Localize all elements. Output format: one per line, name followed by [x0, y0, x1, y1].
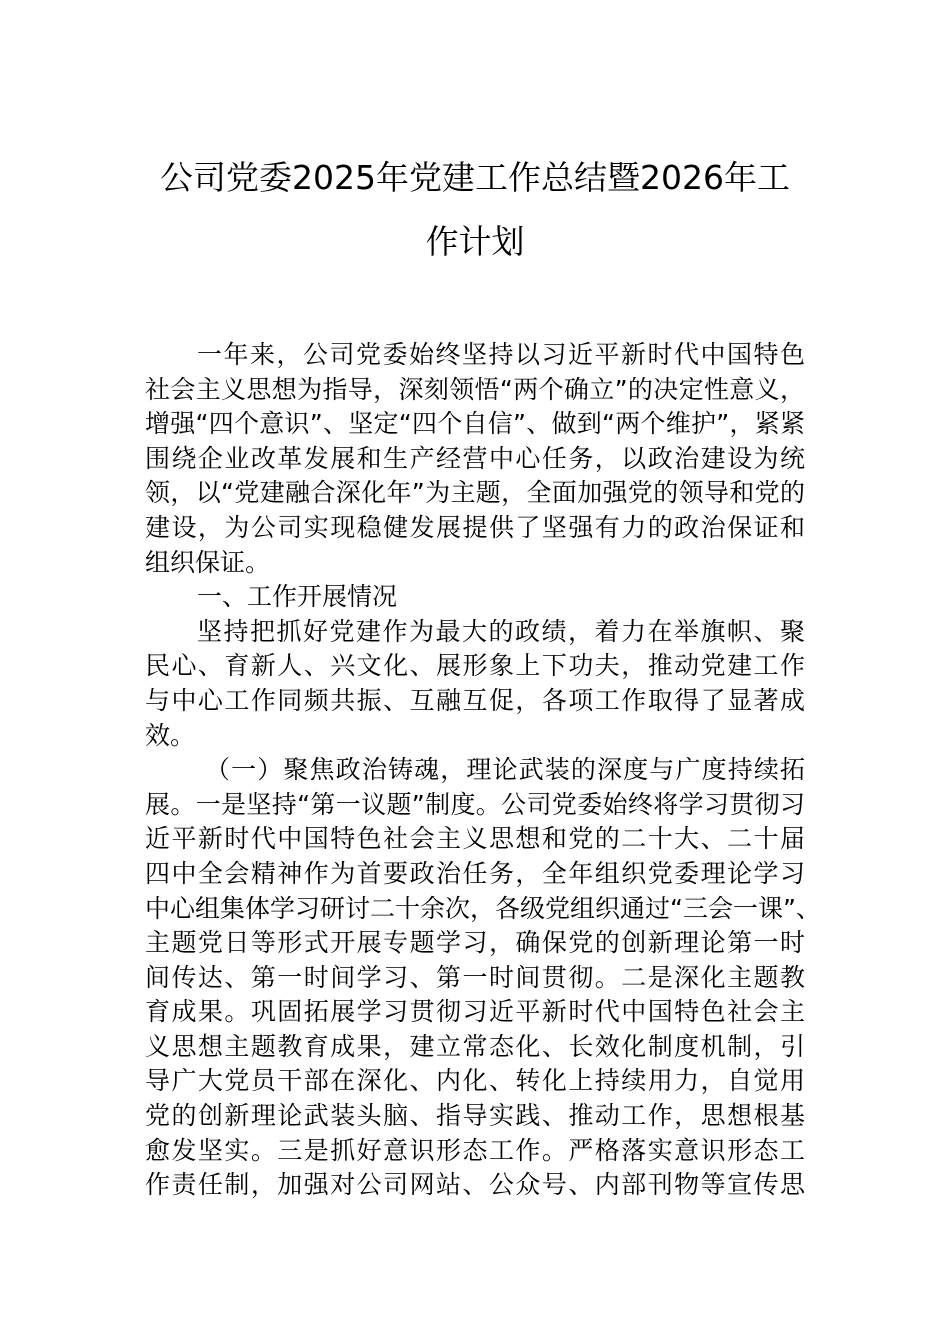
- body-text-line: 组织保证。: [145, 547, 271, 577]
- body-text-line: 与中心工作同频共振、互融互促，各项工作取得了显著成: [145, 685, 805, 715]
- body-text-line: 建设，为公司实现稳健发展提供了坚强有力的政治保证和: [145, 512, 805, 542]
- body-text-line: 导广大党员干部在深化、内化、转化上持续用力，自觉用: [145, 1066, 805, 1096]
- body-text-line: 展。一是坚持“第一议题”制度。公司党委始终将学习贯彻习: [145, 789, 805, 819]
- body-text-line: 义思想主题教育成果，建立常态化、长效化制度机制，引: [145, 1031, 805, 1061]
- body-text-line: 坚持把抓好党建作为最大的政绩，着力在举旗帜、聚: [197, 616, 805, 646]
- body-text-line: 增强“四个意识”、坚定“四个自信”、做到“两个维护”，紧紧: [145, 409, 805, 439]
- body-text-line: （一）聚焦政治铸魂，理论武装的深度与广度持续拓: [205, 755, 805, 785]
- body-text-line: 党的创新理论武装头脑、指导实践、推动工作，思想根基: [145, 1101, 805, 1131]
- body-text-line: 一、工作开展情况: [197, 582, 398, 612]
- body-text-line: 围绕企业改革发展和生产经营中心任务，以政治建设为统: [145, 443, 805, 473]
- document-title-line-2: 作计划: [425, 222, 525, 261]
- body-text-line: 民心、育新人、兴文化、展形象上下功夫，推动党建工作: [145, 651, 805, 681]
- body-text-line: 作责任制，加强对公司网站、公众号、内部刊物等宣传思: [145, 1170, 805, 1200]
- document-body: [145, 338, 821, 1203]
- body-text-line: 育成果。巩固拓展学习贯彻习近平新时代中国特色社会主: [145, 997, 805, 1027]
- body-text-line: 效。: [145, 720, 196, 750]
- body-text-line: 一年来，公司党委始终坚持以习近平新时代中国特色: [197, 340, 805, 369]
- body-text-line: 社会主义思想为指导，深刻领悟“两个确立”的决定性意义，: [145, 374, 805, 404]
- body-text-line: 近平新时代中国特色社会主义思想和党的二十大、二十届: [145, 824, 805, 854]
- document-title-line-1: 公司党委2025年党建工作总结暨2026年工: [160, 158, 790, 197]
- body-text-line: 中心组集体学习研讨二十余次，各级党组织通过“三会一课”、: [145, 893, 821, 923]
- body-text-line: 四中全会精神作为首要政治任务，全年组织党委理论学习: [145, 858, 805, 888]
- body-text-line: 间传达、第一时间学习、第一时间贯彻。二是深化主题教: [145, 962, 805, 992]
- body-text-line: 主题党日等形式开展专题学习，确保党的创新理论第一时: [145, 928, 805, 958]
- body-text-line: 愈发坚实。三是抓好意识形态工作。严格落实意识形态工: [145, 1135, 805, 1165]
- body-text-line: 领，以“党建融合深化年”为主题，全面加强党的领导和党的: [145, 478, 805, 508]
